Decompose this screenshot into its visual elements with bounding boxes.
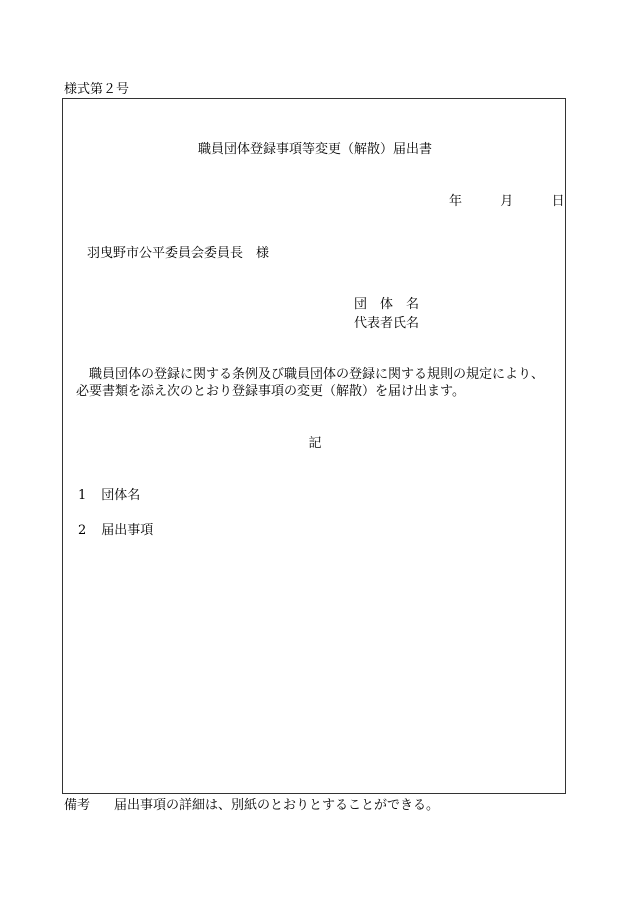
item-label: 届出事項 [101, 523, 154, 538]
ki-heading: 記 [308, 436, 322, 451]
item-label: 団体名 [101, 488, 141, 503]
group-name-label: 団 体 名 [354, 297, 420, 312]
date-row [449, 195, 565, 208]
remarks-text: 届出事項の詳細は、別紙のとおりとすることができる。 [114, 798, 440, 813]
form-number: 様式第２号 [64, 82, 130, 97]
addressee: 羽曳野市公平委員会委員長 様 [87, 246, 270, 261]
remarks-label: 備考 [64, 798, 91, 813]
body-text-line-2: 必要書類を添え次のとおり登録事項の変更（解散）を届け出ます。 [76, 384, 465, 399]
date-day-label: 日 [551, 194, 565, 209]
document-title: 職員団体登録事項等変更（解散）届出書 [197, 142, 432, 157]
item-number: 1 [78, 488, 87, 503]
remarks [64, 799, 439, 812]
item-1 [78, 489, 140, 502]
representative-label: 代表者氏名 [354, 316, 420, 331]
body-text-line-1: 職員団体の登録に関する条例及び職員団体の登録に関する規則の規定により、 [89, 367, 545, 382]
date-month-label: 月 [500, 194, 514, 209]
item-2 [78, 524, 153, 537]
item-number: 2 [78, 523, 87, 538]
date-year-label: 年 [449, 194, 463, 209]
